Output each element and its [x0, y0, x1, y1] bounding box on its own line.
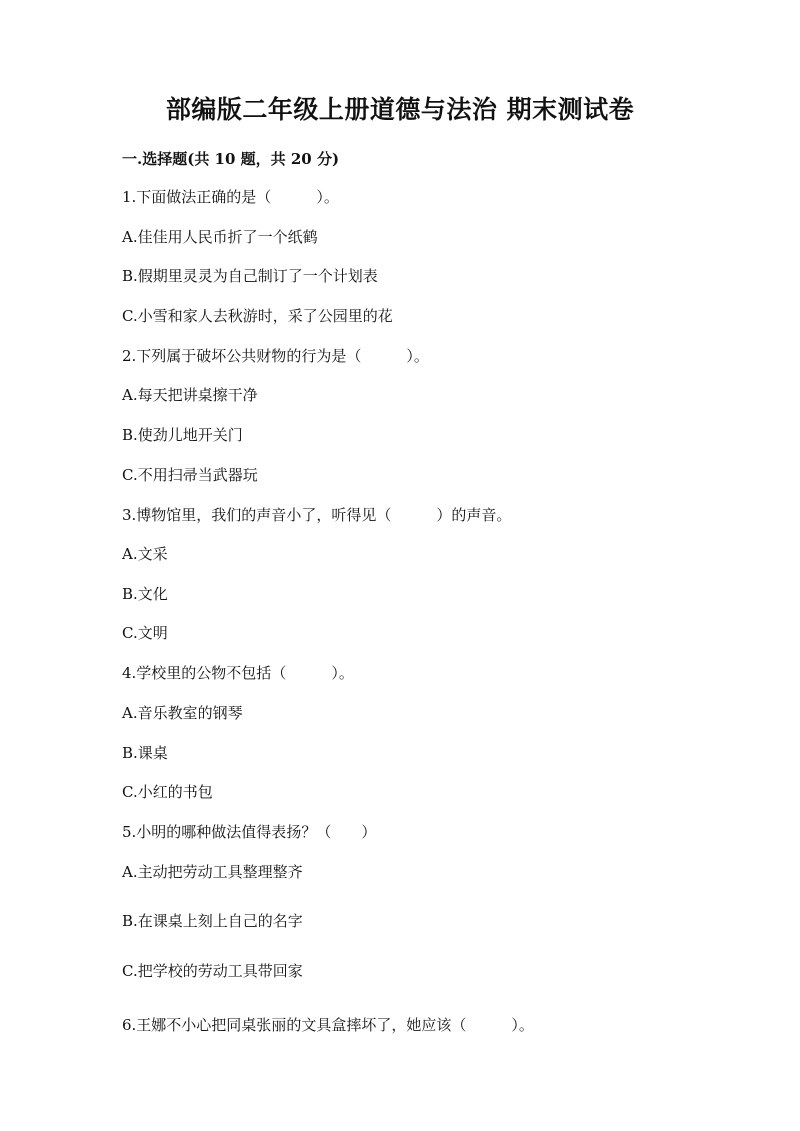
question-3: 3.博物馆里，我们的声音小了，听得见（ ）的声音。	[122, 506, 512, 524]
question-2: 2.下列属于破坏公共财物的行为是（ ）。	[122, 347, 429, 365]
option-4b: B.课桌	[122, 744, 168, 762]
question-1: 1.下面做法正确的是（ ）。	[122, 188, 339, 206]
question-4: 4.学校里的公物不包括（ ）。	[122, 664, 354, 682]
question-5: 5.小明的哪种做法值得表扬？（ ）	[122, 823, 377, 841]
page-title: 部编版二年级上册道德与法治 期末测试卷	[165, 95, 635, 124]
section-heading: 一.选择题(共 10 题，共 20 分)	[122, 150, 340, 168]
option-2c: C.不用扫帚当武器玩	[122, 466, 258, 484]
option-3b: B.文化	[122, 585, 168, 603]
option-2b: B.使劲儿地开关门	[122, 426, 243, 444]
option-5b: B.在课桌上刻上自己的名字	[122, 912, 303, 930]
option-4c: C.小红的书包	[122, 783, 213, 801]
option-4a: A.音乐教室的钢琴	[122, 704, 243, 722]
option-5a: A.主动把劳动工具整理整齐	[122, 863, 303, 881]
option-3c: C.文明	[122, 624, 168, 642]
option-3a: A.文采	[122, 545, 168, 563]
option-1b: B.假期里灵灵为自己制订了一个计划表	[122, 267, 378, 285]
option-2a: A.每天把讲桌擦干净	[122, 386, 258, 404]
option-1c: C.小雪和家人去秋游时，采了公园里的花	[122, 307, 393, 325]
option-1a: A.佳佳用人民币折了一个纸鹤	[122, 228, 318, 246]
question-6: 6.王娜不小心把同桌张丽的文具盒摔坏了，她应该（ ）。	[122, 1016, 534, 1034]
option-5c: C.把学校的劳动工具带回家	[122, 962, 303, 980]
